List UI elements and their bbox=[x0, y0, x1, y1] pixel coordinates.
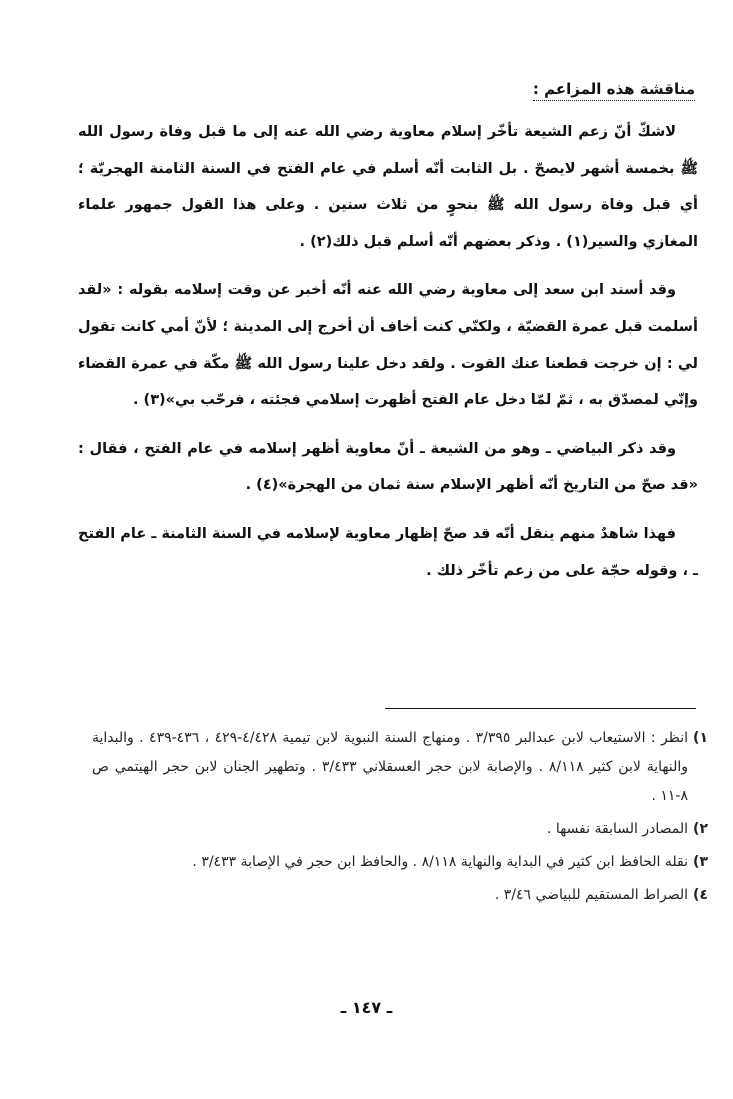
footnote-4 bbox=[92, 881, 708, 910]
footnote-number: ٢) bbox=[693, 821, 708, 837]
footnote-3 bbox=[92, 848, 708, 877]
section-heading: مناقشة هذه المزاعم : bbox=[533, 80, 695, 101]
paragraph-3: وقد ذكر البياضي ـ وهو من الشيعة ـ أنّ معاوية أظهر إسلامه في عام الفتح ، فقال : «قد صحّ من التاريخ أنّه أظهر الإسلام سنة ثمان من الهجرة»(٤) . bbox=[78, 440, 698, 494]
footnote-text: انظر : الاستيعاب لابن عبدالبر ٣/٣٩٥ . ومنهاج السنة النبوية لابن تيمية ٤/٤٢٨-٤٢٩ ، ٤٣٦-٤٣٩ . والبداية والنهاية لابن كثير ٨/١١٨ . والإصابة لابن حجر العسقلاني ٣/٤٣٣ . وتطهير الجنان لابن حجر الهيتمي ص ٨-١١ . bbox=[92, 730, 688, 804]
footnote-number: ٣) bbox=[693, 854, 708, 870]
footnotes bbox=[92, 724, 708, 914]
paragraph-2: وقد أسند ابن سعد إلى معاوية رضي الله عنه أنّه أخبر عن وقت إسلامه بقوله : «لقد أسلمت قبل عمرة القضيّة ، ولكنّي كنت أخاف أن أخرج إلى المدينة ؛ لأنّ أمي كانت تقول لي : إن خرجت قطعنا عنك القوت . ولقد دخل علينا رسول الله ﷺ مكّة في عمرة القضاء وإنّي لمصدّق به ، ثمّ لمّا دخل عام الفتح أظهرت إسلامي فجئته ، فرحّب بي»(٣) . bbox=[78, 282, 698, 409]
paragraph-4: فهذا شاهدٌ منهم ينقل أنّه قد صحّ إظهار معاوية لإسلامه في السنة الثامنة ـ عام الفتح ـ ، وقوله حجّة على من زعم تأخّر ذلك . bbox=[78, 525, 698, 579]
footnote-text: المصادر السابقة نفسها . bbox=[546, 821, 688, 837]
footnote-number: ٤) bbox=[693, 887, 708, 903]
footnote-separator bbox=[385, 708, 696, 709]
footnote-number: ١) bbox=[693, 730, 708, 746]
body-text bbox=[78, 114, 698, 589]
footnote-1 bbox=[92, 724, 708, 811]
footnote-2 bbox=[92, 815, 708, 844]
paragraph-1: لاشكّ أنّ زعم الشيعة تأخّر إسلام معاوية رضي الله عنه إلى ما قبل وفاة رسول الله ﷺ بخمسة أشهر لايصحّ . بل الثابت أنّه أسلم في عام الفتح في السنة الثامنة الهجريّة ؛ أي قبل وفاة رسول الله ﷺ بنحوٍ من ثلاث سنين . وعلى هذا القول جمهور علماء المغازي والسير(١) . وذكر بعضهم أنّه أسلم قبل ذلك(٢) . bbox=[78, 124, 698, 250]
page-number: ـ ١٤٧ ـ bbox=[340, 998, 393, 1017]
footnote-text: الصراط المستقيم للبياضي ٣/٤٦ . bbox=[494, 887, 688, 903]
footnote-text: نقله الحافظ ابن كثير في البداية والنهاية ٨/١١٨ . والحافظ ابن حجر في الإصابة ٣/٤٣٣ . bbox=[192, 854, 688, 870]
